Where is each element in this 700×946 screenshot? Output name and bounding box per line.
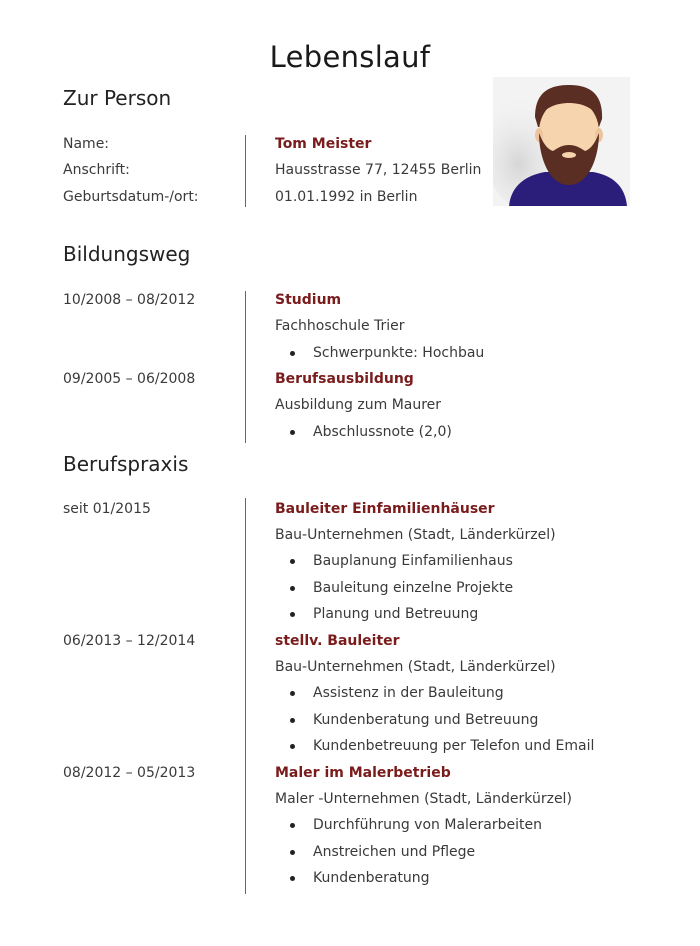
experience-bullet: Bauleitung einzelne Projekte <box>313 580 514 596</box>
experience-bullet: Durchführung von Malerarbeiten <box>313 817 542 833</box>
experience-subtitle: Bau-Unternehmen (Stadt, Länderkürzel) <box>275 659 556 675</box>
experience-bullet: Assistenz in der Bauleitung <box>313 685 504 701</box>
education-title: Studium <box>275 292 342 308</box>
value-address: Hausstrasse 77, 12455 Berlin <box>275 162 482 178</box>
experience-date: 08/2012 – 05/2013 <box>63 765 196 781</box>
experience-date: seit 01/2015 <box>63 501 151 517</box>
education-bullet: Schwerpunkte: Hochbau <box>313 345 485 361</box>
education-divider <box>245 291 246 443</box>
experience-title: Maler im Malerbetrieb <box>275 765 451 781</box>
experience-bullet: Bauplanung Einfamilienhaus <box>313 553 513 569</box>
experience-bullet: Kundenberatung <box>313 870 430 886</box>
education-subtitle: Ausbildung zum Maurer <box>275 397 442 413</box>
education-title: Berufsausbildung <box>275 371 414 387</box>
experience-date: 06/2013 – 12/2014 <box>63 633 196 649</box>
experience-divider <box>245 498 246 894</box>
experience-subtitle: Maler -Unternehmen (Stadt, Länderkürzel) <box>275 791 572 807</box>
experience-subtitle: Bau-Unternehmen (Stadt, Länderkürzel) <box>275 527 556 543</box>
profile-photo <box>493 77 630 206</box>
section-heading-education: Bildungsweg <box>63 242 191 266</box>
experience-title: stellv. Bauleiter <box>275 633 400 649</box>
section-heading-experience: Berufspraxis <box>63 452 189 476</box>
education-date: 09/2005 – 06/2008 <box>63 371 196 387</box>
experience-bullet: Anstreichen und Pflege <box>313 844 476 860</box>
education-date: 10/2008 – 08/2012 <box>63 292 196 308</box>
experience-bullet: Kundenbetreuung per Telefon und Email <box>313 738 595 754</box>
document-title: Lebenslauf <box>269 40 431 74</box>
label-birth: Geburtsdatum-/ort: <box>63 189 199 205</box>
label-address: Anschrift: <box>63 162 130 178</box>
experience-bullet: Planung und Betreuung <box>313 606 479 622</box>
label-name: Name: <box>63 136 110 152</box>
avatar-icon <box>493 77 630 206</box>
experience-bullet: Kundenberatung und Betreuung <box>313 712 539 728</box>
education-subtitle: Fachhoschule Trier <box>275 318 405 334</box>
person-divider <box>245 135 246 207</box>
value-name: Tom Meister <box>275 136 372 152</box>
experience-title: Bauleiter Einfamilienhäuser <box>275 501 495 517</box>
education-bullet: Abschlussnote (2,0) <box>313 424 452 440</box>
value-birth: 01.01.1992 in Berlin <box>275 189 418 205</box>
section-heading-person: Zur Person <box>63 86 172 110</box>
